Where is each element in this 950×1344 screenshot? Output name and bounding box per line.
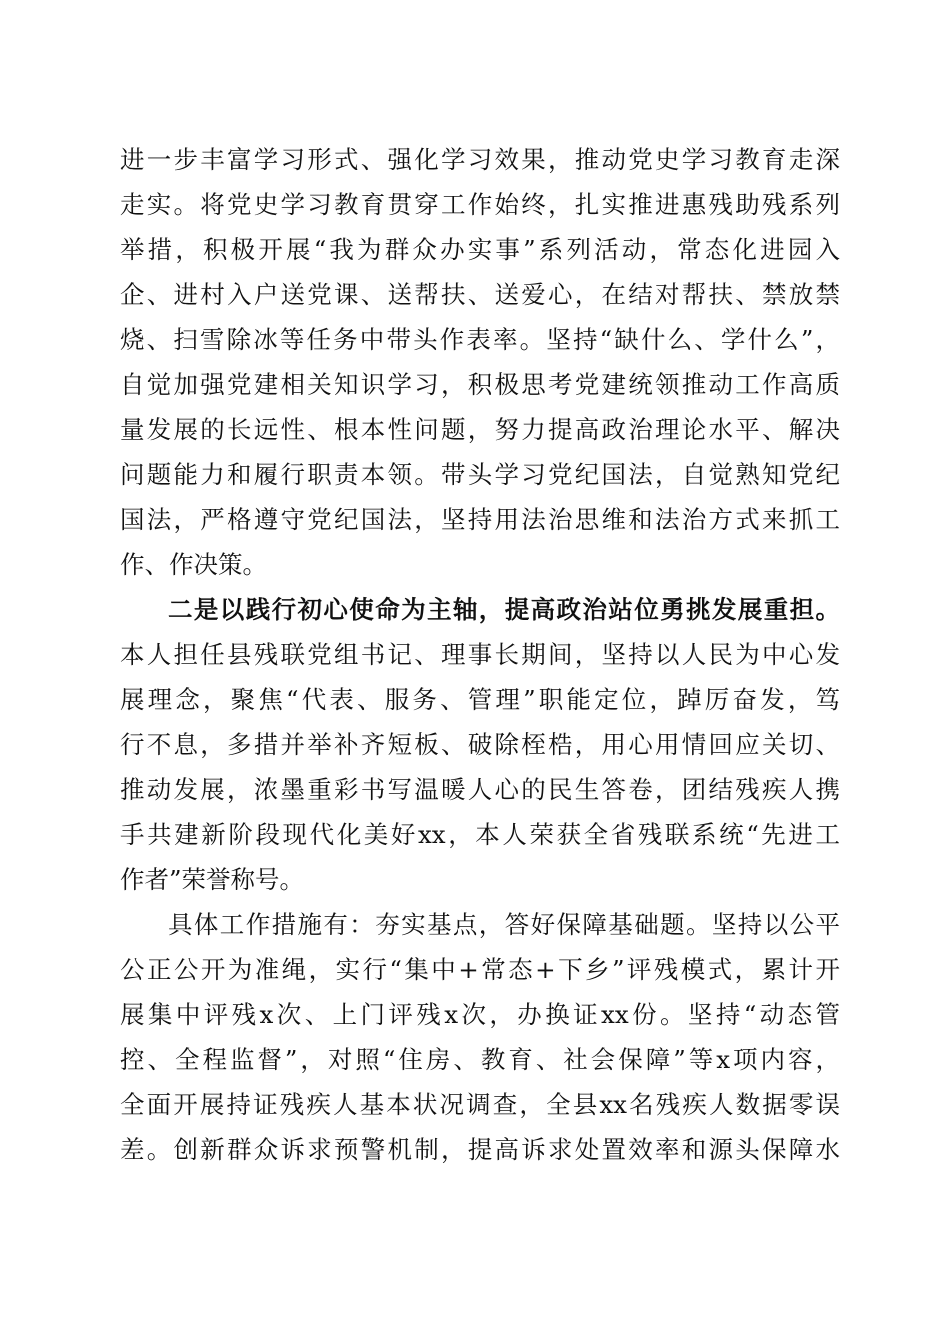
text-line: 具体工作措施有：夯实基点，答好保障基础题。坚持以公平 (168, 910, 840, 939)
text-line: 控、全程监督”，对照“住房、教育、社会保障”等x项内容， (120, 1045, 840, 1074)
text-line: 公正公开为准绳，实行“集中+常态+下乡”评残模式，累计开 (120, 955, 840, 984)
text-line: 问题能力和履行职责本领。带头学习党纪国法，自觉熟知党纪 (120, 460, 840, 489)
text-line: 作、作决策。 (120, 550, 267, 579)
text-line: 自觉加强党建相关知识学习，积极思考党建统领推动工作高质 (120, 370, 840, 399)
text-line: 国法，严格遵守党纪国法，坚持用法治思维和法治方式来抓工 (120, 505, 840, 534)
text-line: 进一步丰富学习形式、强化学习效果，推动党史学习教育走深 (120, 145, 840, 174)
text-line: 推动发展，浓墨重彩书写温暖人心的民生答卷，团结残疾人携 (120, 775, 840, 804)
text-line: 烧、扫雪除冰等任务中带头作表率。坚持“缺什么、学什么”， (120, 325, 840, 354)
text-line: 手共建新阶段现代化美好xx，本人荣获全省残联系统“先进工 (120, 820, 840, 849)
text-line: 举措，积极开展“我为群众办实事”系列活动，常态化进园入 (120, 235, 840, 264)
text-line: 行不息，多措并举补齐短板、破除桎梏，用心用情回应关切、 (120, 730, 840, 759)
section-heading: 二是以践行初心使命为主轴，提高政治站位勇挑发展重担。 (168, 595, 840, 624)
text-line: 展理念，聚焦“代表、服务、管理”职能定位，踔厉奋发，笃 (120, 685, 840, 714)
text-line: 企、进村入户送党课、送帮扶、送爱心，在结对帮扶、禁放禁 (120, 280, 840, 309)
text-line: 量发展的长远性、根本性问题，努力提高政治理论水平、解决 (120, 415, 840, 444)
text-line: 差。创新群众诉求预警机制，提高诉求处置效率和源头保障水 (120, 1135, 840, 1164)
text-line: 全面开展持证残疾人基本状况调查，全县xx名残疾人数据零误 (120, 1090, 840, 1119)
text-line: 走实。将党史学习教育贯穿工作始终，扎实推进惠残助残系列 (120, 190, 840, 219)
text-line: 作者”荣誉称号。 (120, 865, 305, 894)
text-line: 本人担任县残联党组书记、理事长期间，坚持以人民为中心发 (120, 640, 840, 669)
text-line: 展集中评残x次、上门评残x次，办换证xx份。坚持“动态管 (120, 1000, 840, 1029)
